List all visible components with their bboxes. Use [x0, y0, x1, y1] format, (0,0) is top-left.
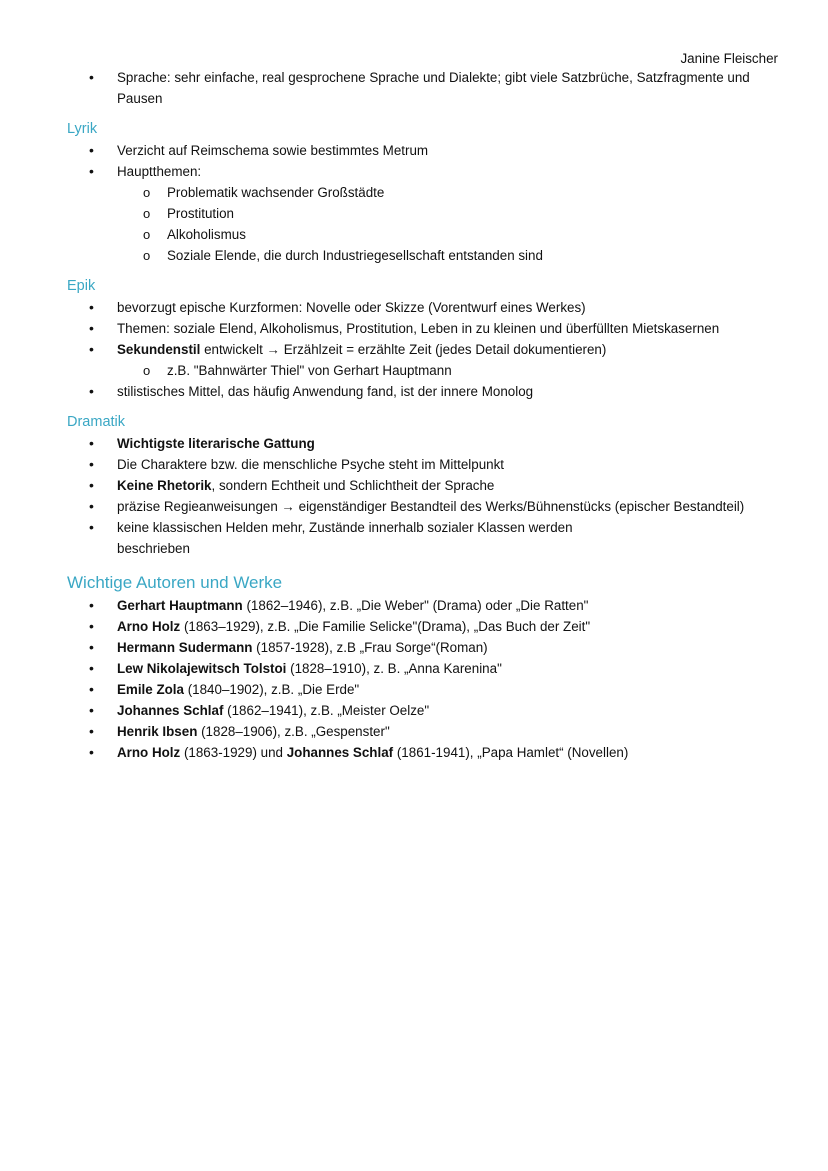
author-name-bold: Johannes Schlaf	[286, 745, 394, 760]
author-work-item	[67, 595, 779, 616]
sublist-item: o Problematik wachsender Großstädte	[67, 182, 779, 203]
author-work-text: (1828–1906), z.B. „Gespenster"	[197, 724, 390, 739]
lyrik-list	[67, 140, 779, 266]
author-work-item	[67, 637, 779, 658]
list-item-text: Hauptthemen:	[117, 164, 202, 179]
bold-term: Wichtigste literarische Gattung	[117, 436, 315, 451]
section-heading-lyrik: Lyrik	[67, 121, 98, 137]
dramatik-list	[67, 433, 779, 559]
intro-list	[67, 67, 779, 109]
sublist-item: o z.B. "Bahnwärter Thiel" von Gerhart Hauptmann	[67, 360, 779, 381]
list-item	[67, 517, 779, 559]
autoren-list	[67, 595, 779, 763]
sublist-item: o Soziale Elende, die durch Industriegesellschaft entstanden sind	[67, 245, 779, 266]
section-heading-dramatik: Dramatik	[67, 414, 126, 430]
author-work-item	[67, 700, 779, 721]
sublist-item: o Alkoholismus	[67, 224, 779, 245]
author-work-text: (1862–1946), z.B. „Die Weber" (Drama) oder „Die Ratten"	[242, 598, 589, 613]
epik-sublist	[117, 360, 779, 381]
author-name: Janine Fleischer	[680, 51, 778, 66]
document-content	[67, 67, 779, 763]
author-work-text: (1863–1929), z.B. „Die Familie Selicke"(Drama), „Das Buch der Zeit"	[180, 619, 591, 634]
author-work-text: (1861-1941), „Papa Hamlet“ (Novellen)	[393, 745, 629, 760]
list-item: • Themen: soziale Elend, Alkoholismus, Prostitution, Leben in zu kleinen und überfüllten Mietskasernen	[67, 318, 779, 339]
author-work-item	[67, 679, 779, 700]
section-heading-autoren: Wichtige Autoren und Werke	[67, 573, 283, 592]
author-work-item	[67, 658, 779, 679]
bold-term: Keine Rhetorik	[117, 478, 212, 493]
epik-list	[67, 297, 779, 402]
sublist-item: o Prostitution	[67, 203, 779, 224]
author-name-bold: Hermann Sudermann	[117, 640, 253, 655]
author-name-bold: Lew Nikolajewitsch Tolstoi	[117, 661, 287, 676]
author-name-bold: Johannes Schlaf	[117, 703, 224, 718]
list-item-text: beschrieben	[117, 541, 190, 556]
list-item: • Die Charaktere bzw. die menschliche Psyche steht im Mittelpunkt	[67, 454, 779, 475]
author-name-bold: Henrik Ibsen	[117, 724, 198, 739]
author-work-text: (1857-1928), z.B „Frau Sorge“(Roman)	[252, 640, 488, 655]
author-work-item	[67, 616, 779, 637]
list-item-text: keine klassischen Helden mehr, Zustände innerhalb sozialer Klassen werden	[117, 520, 573, 535]
list-item-text: , sondern Echtheit und Schlichtheit der Sprache	[211, 478, 495, 493]
author-work-text: (1863-1929) und	[180, 745, 287, 760]
author-name-bold: Gerhart Hauptmann	[117, 598, 243, 613]
list-item: • präzise Regieanweisungen → eigenständiger Bestandteil des Werks/Bühnenstücks (epischer Bestandteil)	[67, 496, 779, 517]
list-item	[67, 161, 779, 266]
list-item: • Verzicht auf Reimschema sowie bestimmtes Metrum	[67, 140, 779, 161]
list-item: • stilistisches Mittel, das häufig Anwendung fand, ist der innere Monolog	[67, 381, 779, 402]
author-work-item	[67, 742, 779, 763]
author-name-bold: Arno Holz	[117, 745, 181, 760]
author-work-text: (1862–1941), z.B. „Meister Oelze"	[223, 703, 430, 718]
author-work-text: (1828–1910), z. B. „Anna Karenina"	[286, 661, 502, 676]
list-item	[67, 339, 779, 381]
author-work-text: (1840–1902), z.B. „Die Erde"	[183, 682, 360, 697]
lyrik-sublist	[117, 182, 779, 266]
section-heading-epik: Epik	[67, 278, 96, 294]
bold-term: Sekundenstil	[117, 342, 201, 357]
list-item	[67, 433, 779, 454]
list-item	[67, 475, 779, 496]
author-name-bold: Arno Holz	[117, 619, 181, 634]
list-item-text: entwickelt → Erzählzeit = erzählte Zeit (jedes Detail dokumentieren)	[200, 342, 607, 357]
list-item: • Sprache: sehr einfache, real gesprochene Sprache und Dialekte; gibt viele Satzbrüche, Satzfragmente und Pausen	[67, 67, 779, 109]
list-item: • bevorzugt epische Kurzformen: Novelle oder Skizze (Vorentwurf eines Werkes)	[67, 297, 779, 318]
author-work-item	[67, 721, 779, 742]
author-name-bold: Emile Zola	[117, 682, 184, 697]
